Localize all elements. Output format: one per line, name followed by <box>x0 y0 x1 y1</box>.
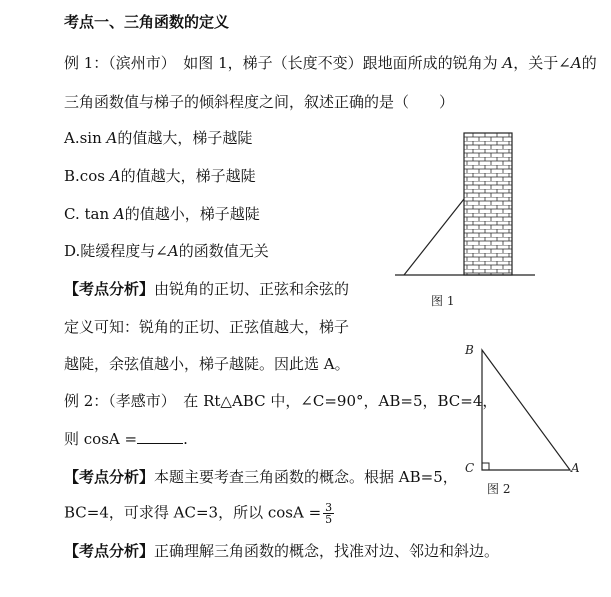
section-title: 考点一、三角函数的定义 <box>64 13 230 31</box>
right-angle-mark <box>482 463 489 470</box>
vertex-label-c: C <box>465 461 475 475</box>
option-a: A.sin A的值越大，梯子越陡 <box>64 129 253 147</box>
example1-analysis-line2: 定义可知：锐角的正切、正弦值越大，梯子 <box>64 318 350 336</box>
option-b: B.cos A的值越大，梯子越陡 <box>64 167 256 185</box>
example2-line1: 例 2：（孝感市） 在 Rt△ABC 中，∠C=90°，AB=5，BC=4， <box>64 392 498 410</box>
figure-1-caption: 图 1 <box>431 294 455 308</box>
figure-2-right-triangle <box>470 340 590 480</box>
analysis-tag: 【考点分析】 <box>64 542 155 560</box>
analysis-tag: 【考点分析】 <box>64 280 155 298</box>
example2-analysis-line1: 【考点分析】本题主要考查三角函数的概念。根据 AB=5， <box>64 468 458 486</box>
analysis-tag: 【考点分析】 <box>64 468 155 486</box>
figure-1-ladder-wall <box>395 125 555 285</box>
example1-analysis-line3: 越陡，余弦值越小，梯子越陡。因此选 A。 <box>64 355 350 373</box>
example1-line2: 三角函数值与梯子的倾斜程度之间，叙述正确的是（ ） <box>64 93 455 111</box>
vertex-label-b: B <box>465 343 474 357</box>
example2-line2: 则 cosA = . <box>64 430 188 448</box>
figure-2-caption: 图 2 <box>487 482 511 496</box>
fraction-three-fifths: $\frac{3}{5}$ <box>325 501 333 526</box>
option-c: C. tan A的值越小，梯子越陡 <box>64 205 260 223</box>
option-d: D.陡缓程度与∠A的函数值无关 <box>64 242 269 260</box>
ladder-line <box>404 199 464 275</box>
example1-analysis-line1: 【考点分析】由锐角的正切、正弦和余弦的 <box>64 280 350 298</box>
vertex-label-a: A <box>571 461 580 475</box>
triangle-abc <box>482 350 570 470</box>
example2-analysis-line2: BC=4，可求得 AC=3，所以 cosA = $\frac{3}{5}$ <box>64 501 333 526</box>
example1-line1: 例 1：（滨州市） 如图 1，梯子（长度不变）跟地面所成的锐角为 A，关于∠A的 <box>64 54 597 72</box>
answer-blank <box>137 429 183 444</box>
brick-wall <box>464 133 512 275</box>
final-analysis: 【考点分析】正确理解三角函数的概念，找准对边、邻边和斜边。 <box>64 542 500 560</box>
